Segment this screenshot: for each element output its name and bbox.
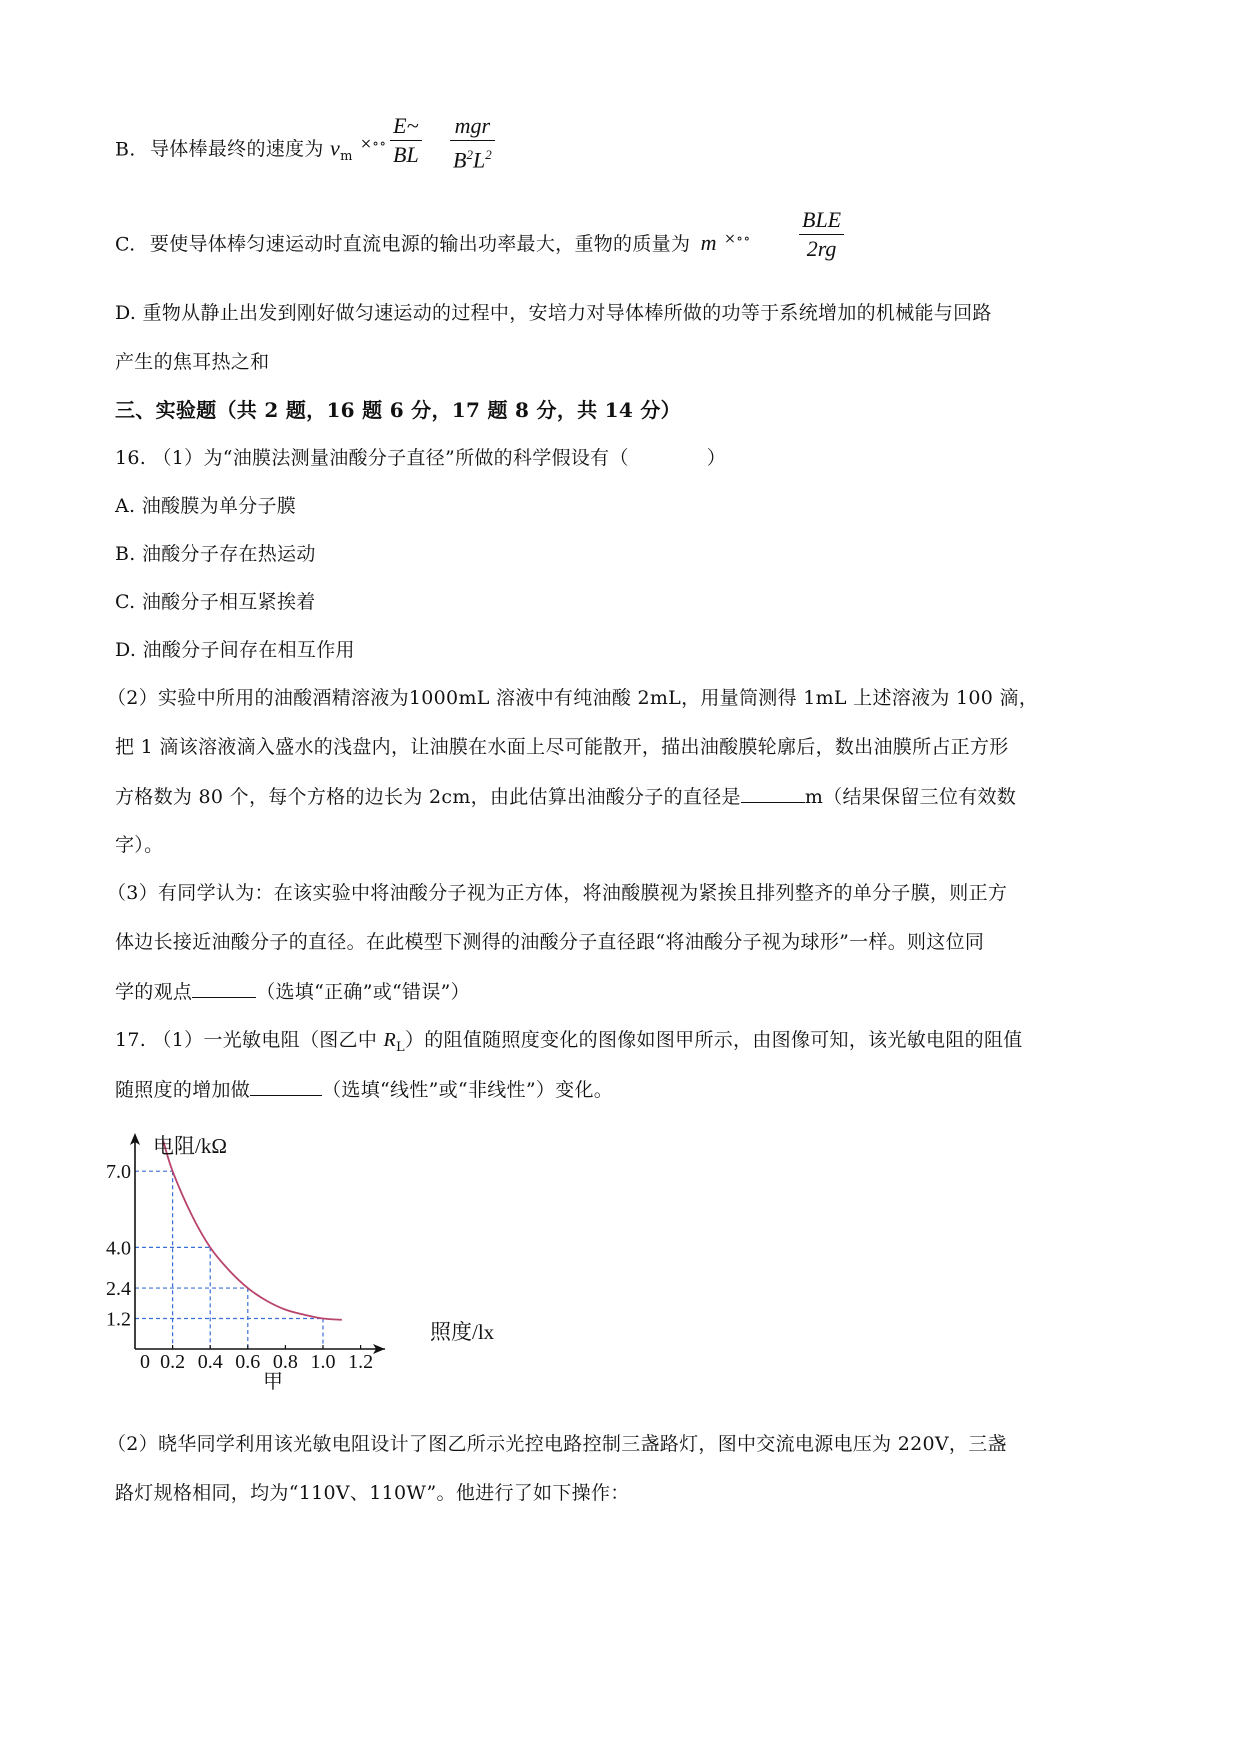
- option-c-label: C.: [115, 233, 136, 256]
- option-b-fraction-2: [450, 112, 495, 174]
- section-3-heading: 三、实验题（共 2 题，16 题 6 分，17 题 8 分，共 14 分）: [115, 398, 681, 422]
- resistance-illuminance-chart: [100, 1125, 520, 1395]
- option-b-frac2-num: mgr: [450, 112, 495, 141]
- option-b-frac1-num: E~: [390, 112, 422, 141]
- q16-part3-line-3b: （选填“正确”或“错误”）: [256, 981, 470, 1003]
- q16-option-b: B. 油酸分子存在热运动: [115, 543, 316, 565]
- frac2-den-b: B: [453, 147, 467, 173]
- q16-option-d: D. 油酸分子间存在相互作用: [115, 639, 355, 661]
- chart-ticks: [106, 1161, 373, 1373]
- x-tick-label: 0.2: [160, 1351, 186, 1373]
- chart-x-label: 照度/lx: [430, 1320, 495, 1344]
- chart-guides: [135, 1171, 323, 1349]
- q16-part2-line-1: （2）实验中所用的油酸酒精溶液为1000mL 溶液中有纯油酸 2mL，用量筒测得 1mL 上述溶液为 100 滴，: [107, 687, 1039, 709]
- q16-part2-line-3a: 方格数为 80 个，每个方格的边长为 2cm，由此估算出油酸分子的直径是: [115, 786, 741, 808]
- option-b-mark: ×∘∘: [360, 136, 387, 152]
- y-tick-label: 1.2: [106, 1308, 131, 1331]
- q17-line-1a: 17. （1）一光敏电阻（图乙中: [115, 1029, 384, 1051]
- option-c: [115, 227, 1135, 256]
- q17-change-blank[interactable]: [250, 1077, 322, 1096]
- q16-part2-line-3: [115, 784, 1135, 809]
- q16-option-a: A. 油酸膜为单分子膜: [115, 495, 297, 517]
- chart-curve-group: [163, 1141, 342, 1320]
- q17-line-2a: 随照度的增加做: [115, 1079, 251, 1101]
- q16-opinion-blank[interactable]: [192, 979, 256, 998]
- q17-line-2b: （选填“线性”或“非线性”）变化。: [322, 1079, 614, 1101]
- q17-line-1: [115, 1028, 1135, 1060]
- q16-stem: [115, 446, 1135, 470]
- y-tick-label: 2.4: [106, 1278, 131, 1301]
- option-b-var: v: [330, 135, 341, 161]
- chart-caption: 甲: [263, 1371, 283, 1393]
- x-tick-label: 1.0: [310, 1351, 336, 1373]
- q17-var: R: [383, 1029, 397, 1051]
- x-tick-label: 0.8: [272, 1351, 298, 1373]
- q16-option-c: C. 油酸分子相互紧挨着: [115, 591, 316, 613]
- q16-stem-b: ）: [706, 447, 727, 469]
- q16-part3-line-3: [115, 979, 1135, 1004]
- x-tick-label: 1.2: [348, 1351, 374, 1373]
- q17-line-1b: ）的阻值随照度变化的图像如图甲所示，由图像可知，该光敏电阻的阻值: [404, 1029, 1023, 1051]
- q16-part3-line-1: （3）有同学认为：在该实验中将油酸分子视为正方体，将油酸膜视为紧挨且排列整齐的单分子膜，则正方: [107, 882, 1008, 904]
- option-b-frac1-den: BL: [393, 142, 419, 167]
- y-tick-label: 4.0: [106, 1237, 131, 1260]
- option-b-fraction-1: [390, 112, 422, 169]
- option-b-text: 导体棒最终的速度为: [149, 138, 324, 161]
- frac2-den-sup1: 2: [466, 147, 473, 162]
- frac2-den-sup2: 2: [485, 147, 492, 162]
- option-b-frac2-den: [450, 141, 495, 174]
- option-c-fraction: [799, 206, 844, 263]
- q17-var-sub: L: [396, 1039, 405, 1055]
- option-b: [115, 132, 1135, 169]
- x-tick-label: 0.4: [197, 1351, 223, 1373]
- x-tick-label: 0.6: [235, 1351, 261, 1373]
- q17-line-2: [115, 1077, 1135, 1102]
- chart-origin-label: 0: [140, 1351, 150, 1373]
- chart-y-label: 电阻/kΩ: [153, 1134, 227, 1158]
- option-b-var-sub: m: [340, 149, 353, 165]
- q16-part3-line-2: 体边长接近油酸分子的直径。在此模型下测得的油酸分子直径跟“将油酸分子视为球形”一样。则这位同: [115, 931, 985, 953]
- q16-part2-line-2: 把 1 滴该溶液滴入盛水的浅盘内，让油膜在水面上尽可能散开，描出油酸膜轮廓后，数出油膜所占正方形: [115, 736, 1009, 758]
- option-d-line-2: 产生的焦耳热之和: [115, 351, 270, 373]
- option-c-frac-num: BLE: [799, 206, 844, 235]
- resistance-curve: [163, 1141, 342, 1320]
- option-c-var: m: [700, 230, 717, 256]
- q16-part2-line-3b: m（结果保留三位有效数: [804, 786, 1017, 808]
- y-tick-label: 7.0: [106, 1161, 131, 1184]
- q17-part2-line-2: 路灯规格相同，均为“110V、110W”。他进行了如下操作：: [115, 1482, 630, 1504]
- option-c-mark: ×∘∘: [724, 231, 751, 247]
- q17-part2-line-1: （2）晓华同学利用该光敏电阻设计了图乙所示光控电路控制三盏路灯，图中交流电源电压为 220V，三盏: [107, 1433, 1007, 1455]
- q16-part3-line-3a: 学的观点: [115, 981, 193, 1003]
- option-c-text: 要使导体棒匀速运动时直流电源的输出功率最大，重物的质量为: [149, 233, 691, 256]
- frac2-den-l: L: [472, 147, 486, 173]
- option-d-line-1: D. 重物从静止出发到刚好做匀速运动的过程中，安培力对导体棒所做的功等于系统增加的机械能与回路: [115, 302, 992, 324]
- q16-part2-line-4: 字）。: [115, 834, 164, 856]
- q16-diameter-blank[interactable]: [741, 784, 805, 803]
- option-c-frac-den: 2rg: [806, 236, 837, 261]
- chart-axes: [130, 1133, 385, 1354]
- option-b-label: B.: [115, 138, 136, 161]
- q16-stem-a: 16. （1）为“油膜法测量油酸分子直径”所做的科学假设有（: [115, 447, 629, 469]
